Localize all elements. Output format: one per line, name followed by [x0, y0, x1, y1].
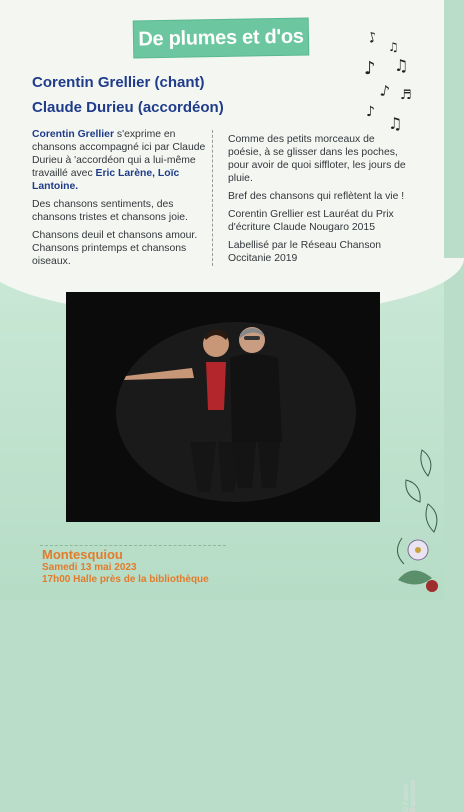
right-paragraph-4: Labellisé par le Réseau Chanson Occitanie 2019: [228, 240, 382, 264]
floral-decoration: [392, 440, 444, 600]
right-column: [228, 133, 406, 270]
column-divider: [212, 130, 213, 266]
title-banner: [134, 18, 309, 57]
left-column: [32, 128, 208, 273]
collaborators-highlight: Eric Larène, Loïc Lantoine.: [32, 168, 180, 192]
performer-1: Corentin Grellier (chant): [32, 74, 205, 91]
event-divider: [40, 545, 226, 546]
performer-2: Claude Durieu (accordéon): [32, 99, 224, 116]
event-info: [42, 548, 302, 586]
music-notes-icon: ♪ ♫ ♪ ♫ ♪ ♬ ♪ ♫: [364, 29, 412, 133]
page-title: De plumes et d'os: [138, 25, 304, 50]
left-paragraph-1-text: s'exprime en chansons accompagné ici par Claude Durieu à 'accordéon qui a lui-même travaillé avec: [32, 129, 206, 179]
event-date: Samedi 13 mai 2023: [42, 562, 137, 573]
left-paragraph-3: Chansons deuil et chansons amour. Chansons printemps et chansons oiseaux.: [32, 230, 198, 267]
right-paragraph-1: Comme des petits morceaux de poésie, à se glisser dans les poches, pour avoir de quoi siffloter, les jours de pluie.: [228, 134, 406, 184]
photo-credit: © Fabien Espinasse: [403, 779, 417, 812]
event-time-venue: 17h00 Halle près de la bibliothèque: [42, 574, 209, 585]
photo-artwork: [66, 292, 380, 522]
left-paragraph-2: Des chansons sentiments, des chansons tristes et chansons joie.: [32, 199, 188, 223]
right-paragraph-3: Corentin Grellier est Lauréat du Prix d'écriture Claude Nougaro 2015: [228, 209, 394, 233]
left-paragraph-1: [32, 128, 208, 193]
right-paragraph-2: Bref des chansons qui reflètent la vie !: [228, 191, 405, 202]
name-highlight: Corentin Grellier: [32, 129, 114, 140]
event-place: Montesquiou: [42, 547, 123, 562]
performers: [32, 70, 292, 120]
